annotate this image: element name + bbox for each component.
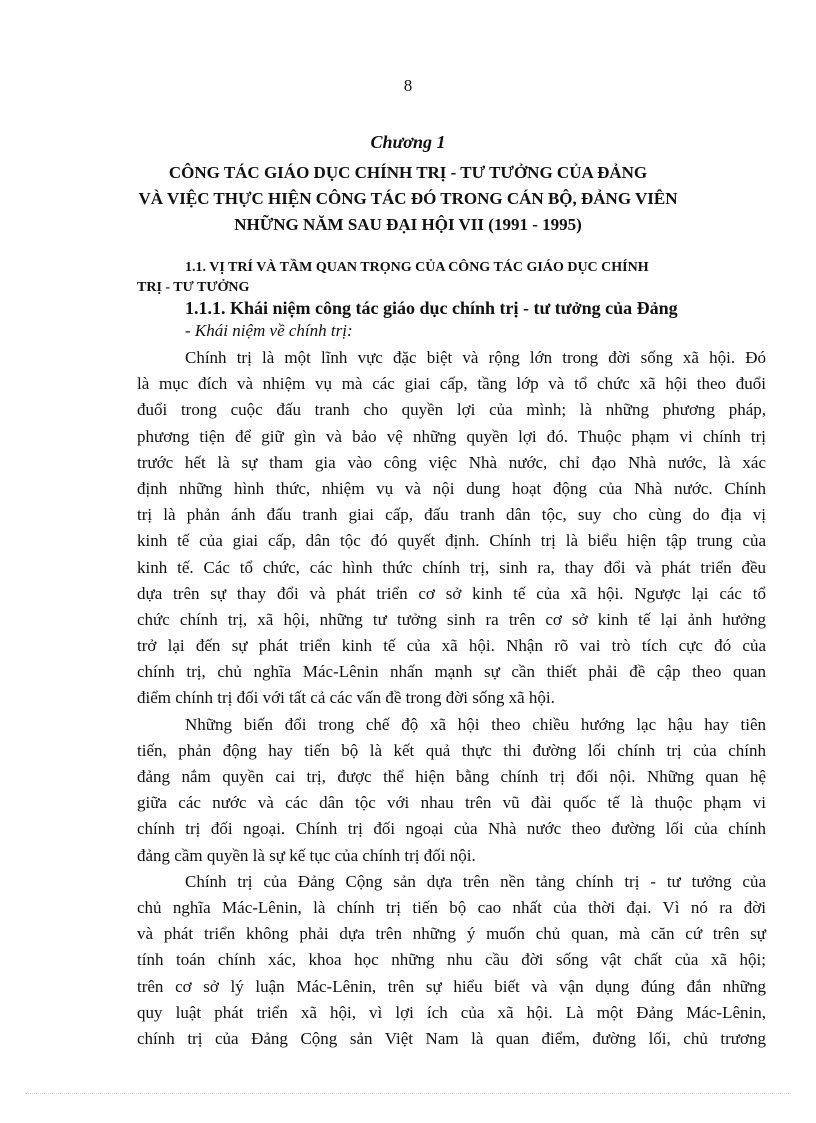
body-line: và phát triển không phải dựa trên những ý muốn chủ quan, mà căn cứ trên sự xyxy=(137,924,766,944)
body-line: kinh tế của giai cấp, dân tộc đó quyết định. Chính trị là biểu hiện tập trung của xyxy=(137,531,766,551)
body-line: tiến, phản động hay tiến bộ là kết quả thực thi đường lối chính trị của chính xyxy=(137,740,766,760)
body-line: trị là phản ánh đấu tranh giai cấp, đấu tranh dân tộc, suy cho cùng do địa vị xyxy=(137,505,766,525)
chapter-title xyxy=(100,160,716,238)
body-line: trên cơ sở lý luận Mác-Lênin, trên sự hiểu biết và vận dụng đúng đắn những xyxy=(137,976,766,996)
body-line: tính toán chính xác, khoa học những nhu cầu đời sống vật chất của xã hội; xyxy=(137,950,766,970)
chapter-title-line: VÀ VIỆC THỰC HIỆN CÔNG TÁC ĐÓ TRONG CÁN BỘ, ĐẢNG VIÊN xyxy=(138,189,678,208)
subsection-heading: 1.1.1. Khái niệm công tác giáo dục chính trị - tư tưởng của Đảng xyxy=(185,298,678,318)
body-line: chủ nghĩa Mác-Lênin, là chính trị tiến bộ cao nhất của thời đại. Vì nó ra đời xyxy=(137,897,766,917)
body-line: đảng cầm quyền là sự kế tục của chính trị đối nội. xyxy=(137,845,476,865)
body-line: định những hình thức, nhiệm vụ và nội dung hoạt động của Nhà nước. Chính xyxy=(137,478,766,498)
concept-label: - Khái niệm về chính trị: xyxy=(185,321,353,340)
body-text xyxy=(137,345,766,1052)
body-line: Những biến đổi trong chế độ xã hội theo chiều hướng lạc hậu hay tiên xyxy=(185,714,766,734)
page-bottom-divider xyxy=(25,1093,791,1094)
chapter-label: Chương 1 xyxy=(370,132,446,152)
body-line: trước hết là sự tham gia vào công việc Nhà nước, chỉ đạo Nhà nước, là xác xyxy=(137,452,766,472)
body-line: chính trị, chủ nghĩa Mác-Lênin nhấn mạnh sự cần thiết phải đề cập theo quan xyxy=(137,662,766,682)
chapter-title-line: NHỮNG NĂM SAU ĐẠI HỘI VII (1991 - 1995) xyxy=(234,215,582,234)
body-line: dựa trên sự thay đổi và phát triển cơ sở kinh tế của xã hội. Ngược lại các tổ xyxy=(137,583,766,603)
body-line: giữa các nước và các dân tộc với nhau trên vũ đài quốc tế là thuộc phạm vi xyxy=(137,793,766,813)
section-heading-line: TRỊ - TƯ TƯỞNG xyxy=(137,280,250,295)
body-line: Chính trị của Đảng Cộng sản dựa trên nền tảng chính trị - tư tưởng của xyxy=(185,871,766,891)
body-line: kinh tế. Các tổ chức, các hình thức chính trị, sinh ra, thay đổi và phát triển đều xyxy=(137,557,766,577)
body-line: quy luật phát triển xã hội, vì lợi ích của xã hội. Là một Đảng Mác-Lênin, xyxy=(137,1002,766,1022)
body-line: trở lại đến sự phát triển kinh tế của xã hội. Nhận rõ vai trò tích cực đó của xyxy=(137,636,766,656)
body-line: là mục đích và nhiệm vụ mà các giai cấp, tầng lớp và tổ chức xã hội theo đuổi xyxy=(137,374,766,394)
body-line: đuổi trong cuộc đấu tranh cho quyền lợi của mình; là những phương pháp, xyxy=(137,400,766,420)
chapter-title-line: CÔNG TÁC GIÁO DỤC CHÍNH TRỊ - TƯ TƯỞNG CỦA ĐẢNG xyxy=(168,163,648,182)
section-heading xyxy=(137,258,745,298)
body-line: chính trị đối ngoại. Chính trị đối ngoại của Nhà nước theo đường lối của chính xyxy=(137,819,766,839)
body-line: điểm chính trị đối với tất cả các vấn đề trong đời sống xã hội. xyxy=(137,688,555,708)
page-number: 8 xyxy=(403,76,413,95)
body-line: Chính trị là một lĩnh vực đặc biệt và rộng lớn trong đời sống xã hội. Đó xyxy=(185,348,766,367)
body-line: đảng nắm quyền cai trị, được thể hiện bằng chính trị đối nội. Những quan hệ xyxy=(137,767,766,786)
body-line: chính trị của Đảng Cộng sản Việt Nam là quan điểm, đường lối, chủ trương xyxy=(137,1028,766,1048)
body-line: chức chính trị, xã hội, những tư tưởng sinh ra trên cơ sở kinh tế lại ảnh hưởng xyxy=(137,609,766,629)
body-line: phương tiện để giữ gìn và bảo vệ những quyền lợi đó. Thuộc phạm vi chính trị xyxy=(137,426,766,446)
section-heading-line: 1.1. VỊ TRÍ VÀ TẦM QUAN TRỌNG CỦA CÔNG TÁC GIÁO DỤC CHÍNH xyxy=(185,260,649,275)
